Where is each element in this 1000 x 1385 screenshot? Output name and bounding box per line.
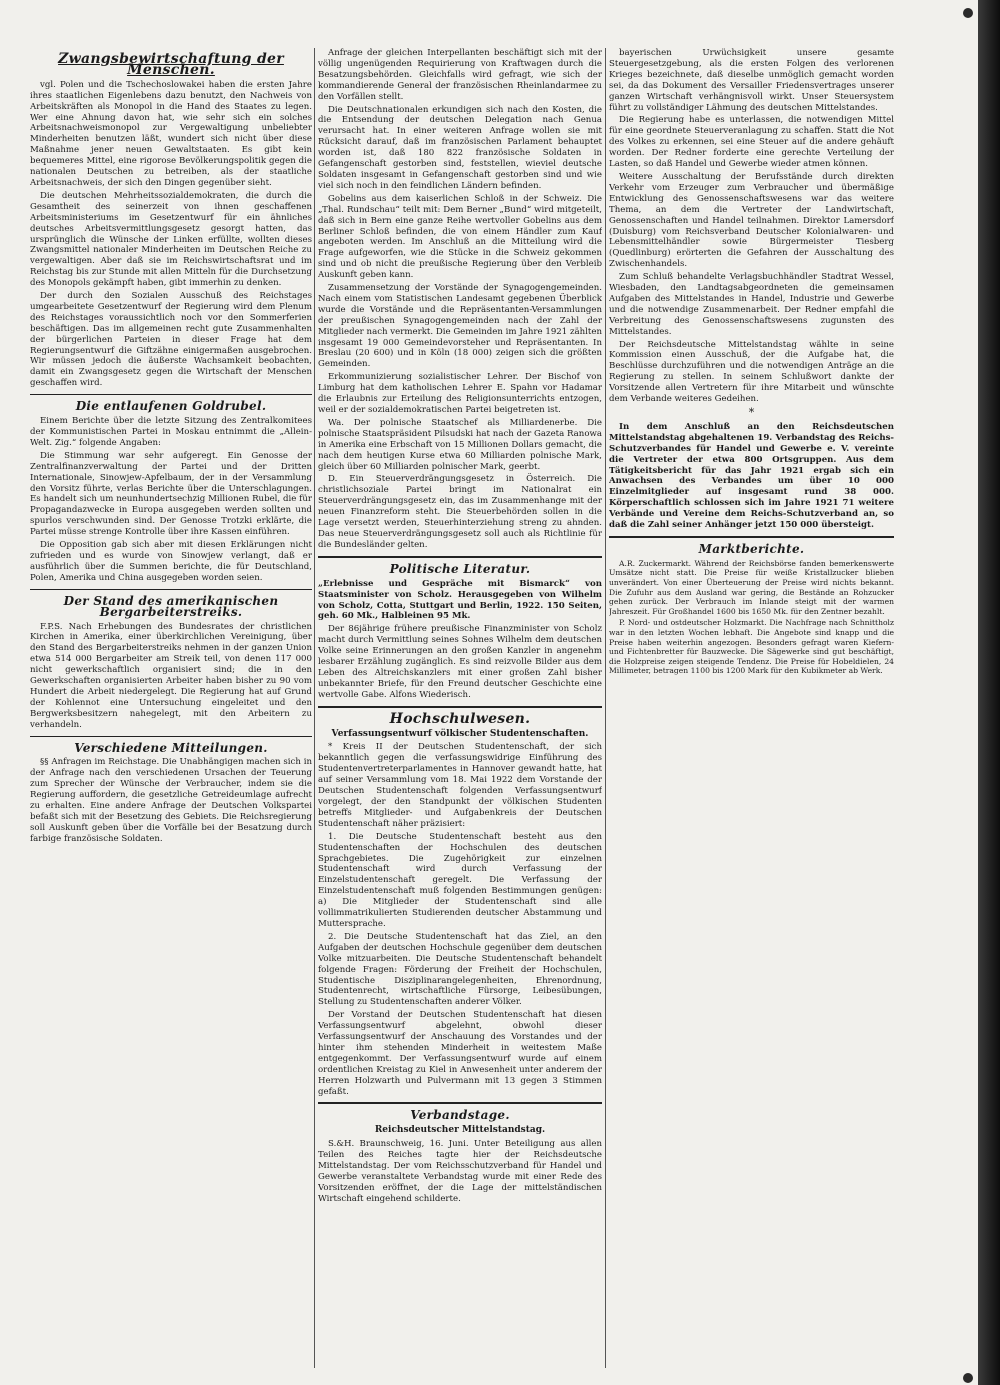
book-title: „Erlebnisse und Gespräche mit Bismarck“ von Staatsminister von Scholz. Herausgegeben von Wilhelm von Scholz, Cotta, Stuttgart und Berlin, 1922. 150 Seiten, geh. 60 Mk., Halbleinen 95 Mk.	[318, 578, 602, 622]
paragraph: Zusammensetzung der Vorstände der Synagogengemeinden. Nach einem vom Statistischen Landesamt gegebenen Überblick wurde die Vorstände und die Repräsentanten-Versammlungen der preußischen Synagogengemeinden nach der Zahl der Mitglieder nach vermerkt. Die Gemeinden im Jahre 1921 zählten insgesamt 19 000 Gemeindevorsteher und Repräsentanten. In Breslau (20 600) und in Köln (18 000) zeigen sich die größten Gemeinden.	[318, 283, 602, 370]
article-subheading: Reichsdeutscher Mittelstandstag.	[374, 1125, 546, 1136]
column-2	[318, 48, 602, 1368]
article-heading: Die entlaufenen Goldrubel.	[75, 399, 267, 414]
paragraph: Der Vorstand der Deutschen Studentenschaft hat diesen Verfassungsentwurf abgelehnt, obwohl dieser Verfassungsentwurf der Anschauung des Vorstandes und der hinter ihm stehenden Minderheit in weitestem Maße entgegenkommt. Der Verfassungsentwurf wurde auf einem ordentlichen Kreistag zu Kiel in Anwesenheit unter anderem der Herren Holzwarth und Pulvermann mit 13 gegen 3 Stimmen gefaßt.	[318, 1010, 602, 1097]
column-rule	[314, 48, 315, 1368]
paragraph: Der durch den Sozialen Ausschuß des Reichstages umgearbeitete Gesetzentwurf der Regierung wird dem Plenum des Reichstages voraussichtlich noch vor den Sommerferien beschäftigen. Das im allgemeinen recht gute Zusammenhalten der bürgerlichen Parteien in dieser Frage hat dem Regierungsentwurf die Giftzähne einigermaßen ausgebrochen. Wir müssen jedoch die äußerste Wachsamkeit beobachten, damit ein Zwangsgesetz gegen die Wirtschaft der Menschen geschaffen wird.	[30, 291, 312, 389]
paragraph: Anfrage der gleichen Interpellanten beschäftigt sich mit der völlig ungenügenden Requirierung von Kraftwagen durch die Besatzungsbehörden. Gleichfalls wird gefragt, wie sich der kommandierende General der französischen Rheinlandarmee zu den Vorfällen stellt.	[318, 48, 602, 102]
paragraph: Wa. Der polnische Staatschef als Milliardenerbe. Die polnische Staatspräsident Pilsudski hat nach der Gazeta Ranowa in Amerika eine Erbschaft von 15 Millionen Dollars gemacht, die nach dem heutigen Kurse etwa 60 Milliarden polnische Mark, gleich über 60 Milliarden polnischer Mark, geerbt.	[318, 417, 602, 472]
section-heading: Verbandstage.	[410, 1108, 510, 1123]
divider	[609, 536, 894, 538]
section-heading: Hochschulwesen.	[389, 710, 531, 727]
paragraph: In dem Anschluß an den Reichsdeutschen Mittelstandstag abgehaltenen 19. Verbandstag des Reichs-Schutzverbandes für Handel und Gewerbe e. V. vereinte die Vertreter der etwa 800 Ortsgruppen. Aus dem Tätigkeitsbericht für das Jahr 1921 ergab sich ein Anwachsen des Verbandes um über 10 000 Einzelmitglieder auf insgesamt rund 38 000. Körperschaftlich schlossen sich im Jahre 1921 71 weitere Verbände und Vereine dem Reichs-Schutzverband an, so daß die Zahl seiner Anhänger jetzt 150 000 übersteigt.	[609, 421, 894, 531]
paragraph: Weitere Ausschaltung der Berufsstände durch direkten Verkehr vom Erzeuger zum Verbraucher und übermäßige Entwicklung des Genossenschaftswesens war das weitere Thema, an dem die Vertreter der Landwirtschaft, Genossenschaften und Handel teilnahmen. Direktor Lamersdorf (Duisburg) vom Reichsverband Deutscher Kolonialwaren- und Lebensmittelhändler sowie Bürgermeister Tiesberg (Quedlinburg) erörterten die Gefahren der Ausschaltung des Zwischenhandels.	[609, 171, 894, 270]
divider	[318, 556, 602, 558]
paragraph: * Kreis II der Deutschen Studentenschaft, der sich bekanntlich gegen die verfassungswidrige Einführung des Studentenvertreterparlamentes in Hannover gewandt hatte, hat auf seiner Versammlung vom 18. Mai 1922 dem Vorstande der Deutschen Studentenschaft folgenden Verfassungsentwurf vorgelegt, der den Standpunkt der völkischen Studenten betreffs Mitglieder- und Aufgabenkreis der Deutschen Studentenschaft näher präzisiert:	[318, 742, 602, 829]
paragraph: Die Stimmung war sehr aufgeregt. Ein Genosse der Zentralfinanzverwaltung der Partei und der Dritten Internationale, Sinowjew-Apfelbaum, der in der Versammlung den Vorsitz führte, verlas Berichte über die Unterschlagungen. Es handelt sich um neunhundertsechzig Millionen Rubel, die für Propagandazwecke in Europa ausgegeben werden sollten und spurlos verschwunden sind. Der Genosse Trotzki erklärte, die Partei müsse strenge Kontrolle über ihre Kassen einführen.	[30, 450, 312, 538]
paragraph: Gobelins aus dem kaiserlichen Schloß in der Schweiz. Die „Thal. Rundschau“ teilt mit: Dem Berner „Bund“ wird mitgeteilt, daß sich in Bern eine ganze Reihe wertvoller Gobelins aus dem Berliner Schloß befinden, die von einem Händler zum Kauf angeboten werden. Im Anschluß an die Mitteilung wird die Frage aufgeworfen, wie die Stücke in die Schweiz gekommen sind und ob nicht die preußische Regierung über den Verbleib Auskunft geben kann.	[318, 193, 602, 281]
paragraph: §§ Anfragen im Reichstage. Die Unabhängigen machen sich in der Anfrage nach den verschiedenen Ursachen der Teuerung zum Sprecher der Wünsche der Verbraucher, indem sie die Regierung auffordern, die gesetzliche Getreideumlage aufrecht zu erhalten. Eine andere Anfrage der Deutschen Volkspartei befaßt sich mit der Besetzung des Gebiets. Die Reichsregierung soll Auskunft geben über die Vorfälle bei der Besatzung durch farbige französische Soldaten.	[30, 757, 312, 844]
paragraph: vgl. Polen und die Tschechoslowakei haben die ersten Jahre ihres staatlichen Eigenlebens dazu benutzt, den Nachweis von Arbeitskräften als Monopol in die Hand des Staates zu legen. Wer eine Ahnung davon hat, wie sehr sich ein solches Arbeitsnachweismonopol zur Vergewaltigung unbeliebter Minderheiten benutzen läßt, wundert sich nicht über diese Maßnahme jener neuen Gewaltstaaten. Es gibt kein bequemeres Mittel, eine rigorose Bevölkerungspolitik gegen die nationalen Deutschen zu betreiben, als der staatliche Arbeitsnachweis, der sich den Dingen gegenüber sieht.	[30, 79, 312, 188]
paragraph: Zum Schluß behandelte Verlagsbuchhändler Stadtrat Wessel, Wiesbaden, den Landtagsabgeordneten die gemeinsamen Aufgaben des Mittelstandes in Handel, Industrie und Gewerbe und die notwendige Zusammenarbeit. Der Redner empfahl die Verbreitung des Genossenschaftswesens zugunsten des Mittelstandes.	[609, 272, 894, 337]
section-heading: Marktberichte.	[698, 541, 805, 556]
divider	[318, 1102, 602, 1104]
paragraph: Der 86jährige frühere preußische Finanzminister von Scholz macht durch Vermittlung seines Sohnes Wilhelm dem deutschen Volke seine Erinnerungen an den großen Kanzler in angenehm lesbarer Erzählung zugänglich. Es sind reizvolle Bilder aus dem Leben des Altreichskanzlers mit einer großen Zahl bisher unbekannter Briefe, für den Freund deutscher Geschichte eine wertvolle Gabe. Alfons Wiederisch.	[318, 624, 602, 700]
divider	[30, 394, 312, 395]
paragraph: 1. Die Deutsche Studentenschaft besteht aus den Studentenschaften der Hochschulen des deutschen Sprachgebietes. Die Zugehörigkeit zur einzelnen Studentenschaft wird durch Verfassung der Einzelstudentenschaft geregelt. Die Verfassung der Einzelstudentenschaft muß folgenden Bestimmungen genügen: a) Die Mitglieder der Studentenschaft sind alle vollimmatrikulierten Studierenden deutscher Abstammung und Muttersprache.	[318, 831, 602, 929]
article-subheading: Verfassungsentwurf völkischer Studentenschaften.	[331, 728, 589, 739]
divider	[318, 706, 602, 708]
paragraph: Die deutschen Mehrheitssozialdemokraten, die durch die Gesamtheit des seinerzeit von ihnen geschaffenen Arbeitsministeriums im Gesetzentwurf für ein ähnliches deutsches Arbeitsvermittlungsgesetz gesorgt hatten, das ursprünglich die Wünsche der Linken erfüllte, wollten dieses Zwangsmittel nationaler Minderheiten im Deutschen Reiche zu vergewaltigen. Aber daß sie im Reichswirtschaftsrat und im Reichstag bis zur Stunde mit allen Mitteln für die Durchsetzung des Monopols gekämpft haben, gibt immerhin zu denken.	[30, 190, 312, 289]
column-3	[609, 48, 894, 1368]
punch-hole	[963, 1373, 973, 1383]
article-heading: Der Stand des amerikanischen Bergarbeiterstreiks.	[63, 593, 279, 619]
paragraph: Die Opposition gab sich aber mit diesen Erklärungen nicht zufrieden und es wurde von Sinowjew verlangt, daß er ausführlich über die Summen berichte, die für Deutschland, Polen, Amerika und China ausgegeben worden seien.	[30, 540, 312, 583]
article-heading: Zwangsbewirtschaftung der Menschen.	[58, 51, 284, 78]
paragraph: D. Ein Steuerverdrängungsgesetz in Österreich. Die christlichsoziale Partei bringt im Nationalrat ein Steuerverdrängungsgesetz ein, das im Zusammenhange mit der neuen Finanzreform steht. Die Steuerbehörden sollen in die Lage versetzt werden, Steuerhinterziehung streng zu ahnden. Das neue Steuerverdrängungsgesetz soll auch als Richtlinie für die Bundesländer gelten.	[318, 474, 602, 550]
paragraph: Die Regierung habe es unterlassen, die notwendigen Mittel für eine geordnete Steuerveranlagung zu schaffen. Statt die Not des Volkes zu erkennen, sei eine Steuer auf die andere gehäuft worden. Der Redner forderte eine gerechte Verteilung der Lasten, so daß Handel und Gewerbe wieder atmen können.	[609, 115, 894, 170]
paragraph: P. Nord- und ostdeutscher Holzmarkt. Die Nachfrage nach Schnittholz war in den letzten Wochen lebhaft. Die Angebote sind knapp und die Preise haben weiterhin angezogen. Besonders gefragt waren Kiefern- und Fichtenbretter für Bauzwecke. Die Sägewerke sind gut beschäftigt, die Holzpreise zeigen steigende Tendenz. Die Preise für Hobeldielen, 24 Millimeter, betragen 1100 bis 1200 Mark für den Kubikmeter ab Werk.	[609, 618, 894, 676]
paragraph: A.R. Zuckermarkt. Während der Reichsbörse fanden bemerkenswerte Umsätze nicht statt. Die Preise für weiße Kristallzucker blieben unverändert. Von einer Überteuerung der Preise wird nichts bekannt. Die Zufuhr aus dem Ausland war gering, die Bestände an Rohzucker gehen zurück. Der Verbrauch im Inlande steigt mit der warmen Jahreszeit. Für Großhandel 1600 bis 1650 Mk. für den Zentner bezahlt.	[609, 558, 894, 616]
column-rule	[605, 48, 606, 1368]
paragraph: bayerischen Urwüchsigkeit unsere gesamte Steuergesetzgebung, als die ersten Folgen des verlorenen Krieges bezeichnete, daß dieselbe unmöglich gemacht worden sei, da das Dokument des Versailler Friedensvertrages unserer ganzen Wirtschaft verhängnisvoll wirkt. Unser Steuersystem führt zu vollständiger Lähmung des deutschen Mittelstandes.	[609, 48, 894, 113]
article-heading: Verschiedene Mitteilungen.	[74, 740, 268, 755]
column-1	[30, 48, 312, 1368]
scan-border	[978, 0, 1000, 1385]
divider	[30, 736, 312, 737]
paragraph: Erkommunizierung sozialistischer Lehrer. Der Bischof von Limburg hat dem katholischen Lehrer E. Spahn vor Hadamar die Erlaubnis zur Erteilung des Religionsunterrichts entzogen, weil er der sozialdemokratischen Partei beigetreten ist.	[318, 372, 602, 415]
paragraph: Einem Berichte über die letzte Sitzung des Zentralkomitees der Kommunistischen Partei in Moskau entnimmt die „Allein-Welt. Zig.“ folgende Angaben:	[30, 416, 312, 448]
paragraph: 2. Die Deutsche Studentenschaft hat das Ziel, an den Aufgaben der deutschen Hochschule gegenüber dem deutschen Volke mitzuarbeiten. Die Deutsche Studentenschaft behandelt folgende Fragen: Förderung der Freiheit der Hochschulen, Studentische Disziplinarangelegenheiten, Ehrenordnung, Studentenrecht, wirtschaftliche Fürsorge, Leibesübungen, Stellung zu Studentenschaften anderer Völker.	[318, 931, 602, 1008]
section-star: *	[748, 406, 755, 419]
punch-hole	[963, 8, 973, 18]
section-heading: Politische Literatur.	[389, 561, 531, 576]
paragraph: Der Reichsdeutsche Mittelstandstag wählte in seine Kommission einen Ausschuß, der die Aufgabe hat, die Beschlüsse durchzuführen und die notwendigen Anträge an die Regierung zu stellen. In seinem Schlußwort dankte der Vorsitzende allen Vertretern für ihre Mitarbeit und wünschte dem Verbande weiteres Gedeihen.	[609, 339, 894, 405]
paragraph: Die Deutschnationalen erkundigen sich nach den Kosten, die die Entsendung der deutschen Delegation nach Genua verursacht hat. In einer weiteren Anfrage wollen sie mit Rücksicht darauf, daß im französischen Parlament behauptet worden ist, daß 180 822 französische Soldaten in Gefangenschaft gestorben sind, feststellen, wieviel deutsche Soldaten insgesamt in Gefangenschaft gestorben sind und wie viel sich noch in den feindlichen Ländern befinden.	[318, 104, 602, 191]
divider	[30, 589, 312, 590]
paragraph: S.&H. Braunschweig, 16. Juni. Unter Beteiligung aus allen Teilen des Reiches tagte hier der Reichsdeutsche Mittelstandstag. Der vom Reichsschutzverband für Handel und Gewerbe veranstaltete Verbandstag wurde mit einer Rede des Vorsitzenden eröffnet, der die Lage der mittelständischen Wirtschaft eingehend schilderte.	[318, 1139, 602, 1204]
paragraph: F.P.S. Nach Erhebungen des Bundesrates der christlichen Kirchen in Amerika, einer überkirchlichen Vereinigung, über den Stand des Bergarbeiterstreiks nehmen in der ganzen Union etwa 514 000 Bergarbeiter am Streik teil, von denen 117 000 nicht gewerkschaftlich organisiert sind; die in den Gewerkschaften organisierten Arbeiter haben bisher zu 90 vom Hundert die Arbeit niedergelegt. Die Regierung hat auf Grund der Kohlennot eine Untersuchung eingeleitet und den Bergwerksbesitzern nahegelegt, mit den Arbeitern zu verhandeln.	[30, 621, 312, 730]
